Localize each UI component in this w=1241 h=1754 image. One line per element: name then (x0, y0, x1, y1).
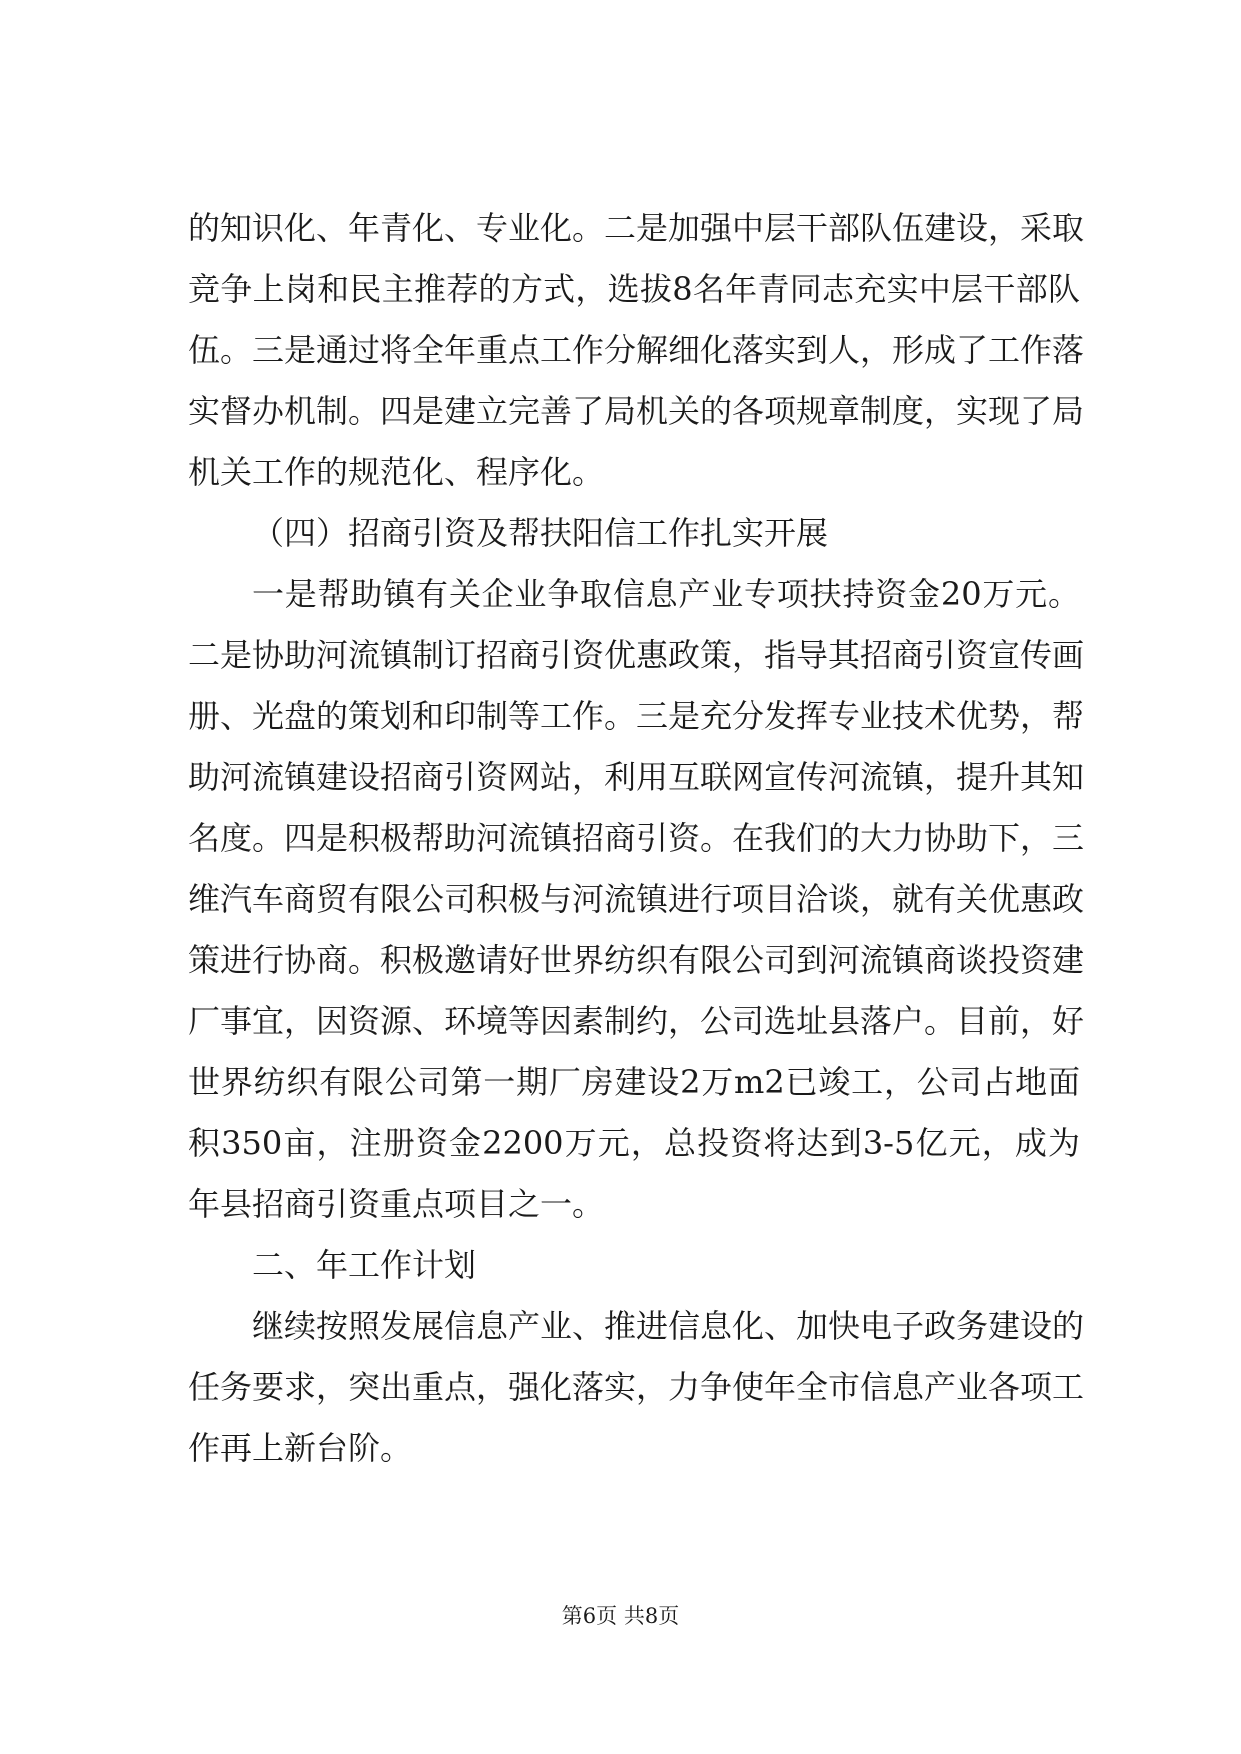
body-line: 任务要求，突出重点，强化落实，力争使年全市信息产业各项工 (188, 1368, 1085, 1406)
body-line: 作再上新台阶。 (188, 1429, 413, 1467)
body-line: 积350亩，注册资金2200万元，总投资将达到3-5亿元，成为 (188, 1124, 1080, 1162)
body-line: 助河流镇建设招商引资网站，利用互联网宣传河流镇，提升其知 (188, 758, 1085, 796)
paragraph-first-line: 一是帮助镇有关企业争取信息产业专项扶持资金20万元。 (252, 575, 1080, 613)
body-line: 二是协助河流镇制订招商引资优惠政策，指导其招商引资宣传画 (188, 636, 1085, 674)
body-line: 的知识化、年青化、专业化。二是加强中层干部队伍建设，采取 (188, 209, 1085, 247)
body-line: 年县招商引资重点项目之一。 (188, 1185, 605, 1223)
body-line: 厂事宜，因资源、环境等因素制约，公司选址县落户。目前，好 (188, 1002, 1085, 1040)
body-line: 伍。三是通过将全年重点工作分解细化落实到人，形成了工作落 (188, 331, 1085, 369)
body-line: 世界纺织有限公司第一期厂房建设2万m2已竣工，公司占地面 (188, 1063, 1080, 1101)
section-heading: （四）招商引资及帮扶阳信工作扎实开展 (252, 514, 829, 552)
body-line: 实督办机制。四是建立完善了局机关的各项规章制度，实现了局 (188, 392, 1085, 430)
page-number-footer: 第6页 共8页 (561, 1604, 680, 1628)
body-line: 策进行协商。积极邀请好世界纺织有限公司到河流镇商谈投资建 (188, 941, 1085, 979)
body-line: 机关工作的规范化、程序化。 (188, 453, 605, 491)
body-line: 册、光盘的策划和印制等工作。三是充分发挥专业技术优势，帮 (188, 697, 1085, 735)
paragraph-first-line: 继续按照发展信息产业、推进信息化、加快电子政务建设的 (252, 1307, 1085, 1345)
section-heading: 二、年工作计划 (252, 1246, 477, 1284)
body-line: 维汽车商贸有限公司积极与河流镇进行项目洽谈，就有关优惠政 (188, 880, 1085, 918)
body-line: 竞争上岗和民主推荐的方式，选拔8名年青同志充实中层干部队 (188, 270, 1080, 308)
body-line: 名度。四是积极帮助河流镇招商引资。在我们的大力协助下，三 (188, 819, 1085, 857)
document-body (188, 198, 1085, 1479)
